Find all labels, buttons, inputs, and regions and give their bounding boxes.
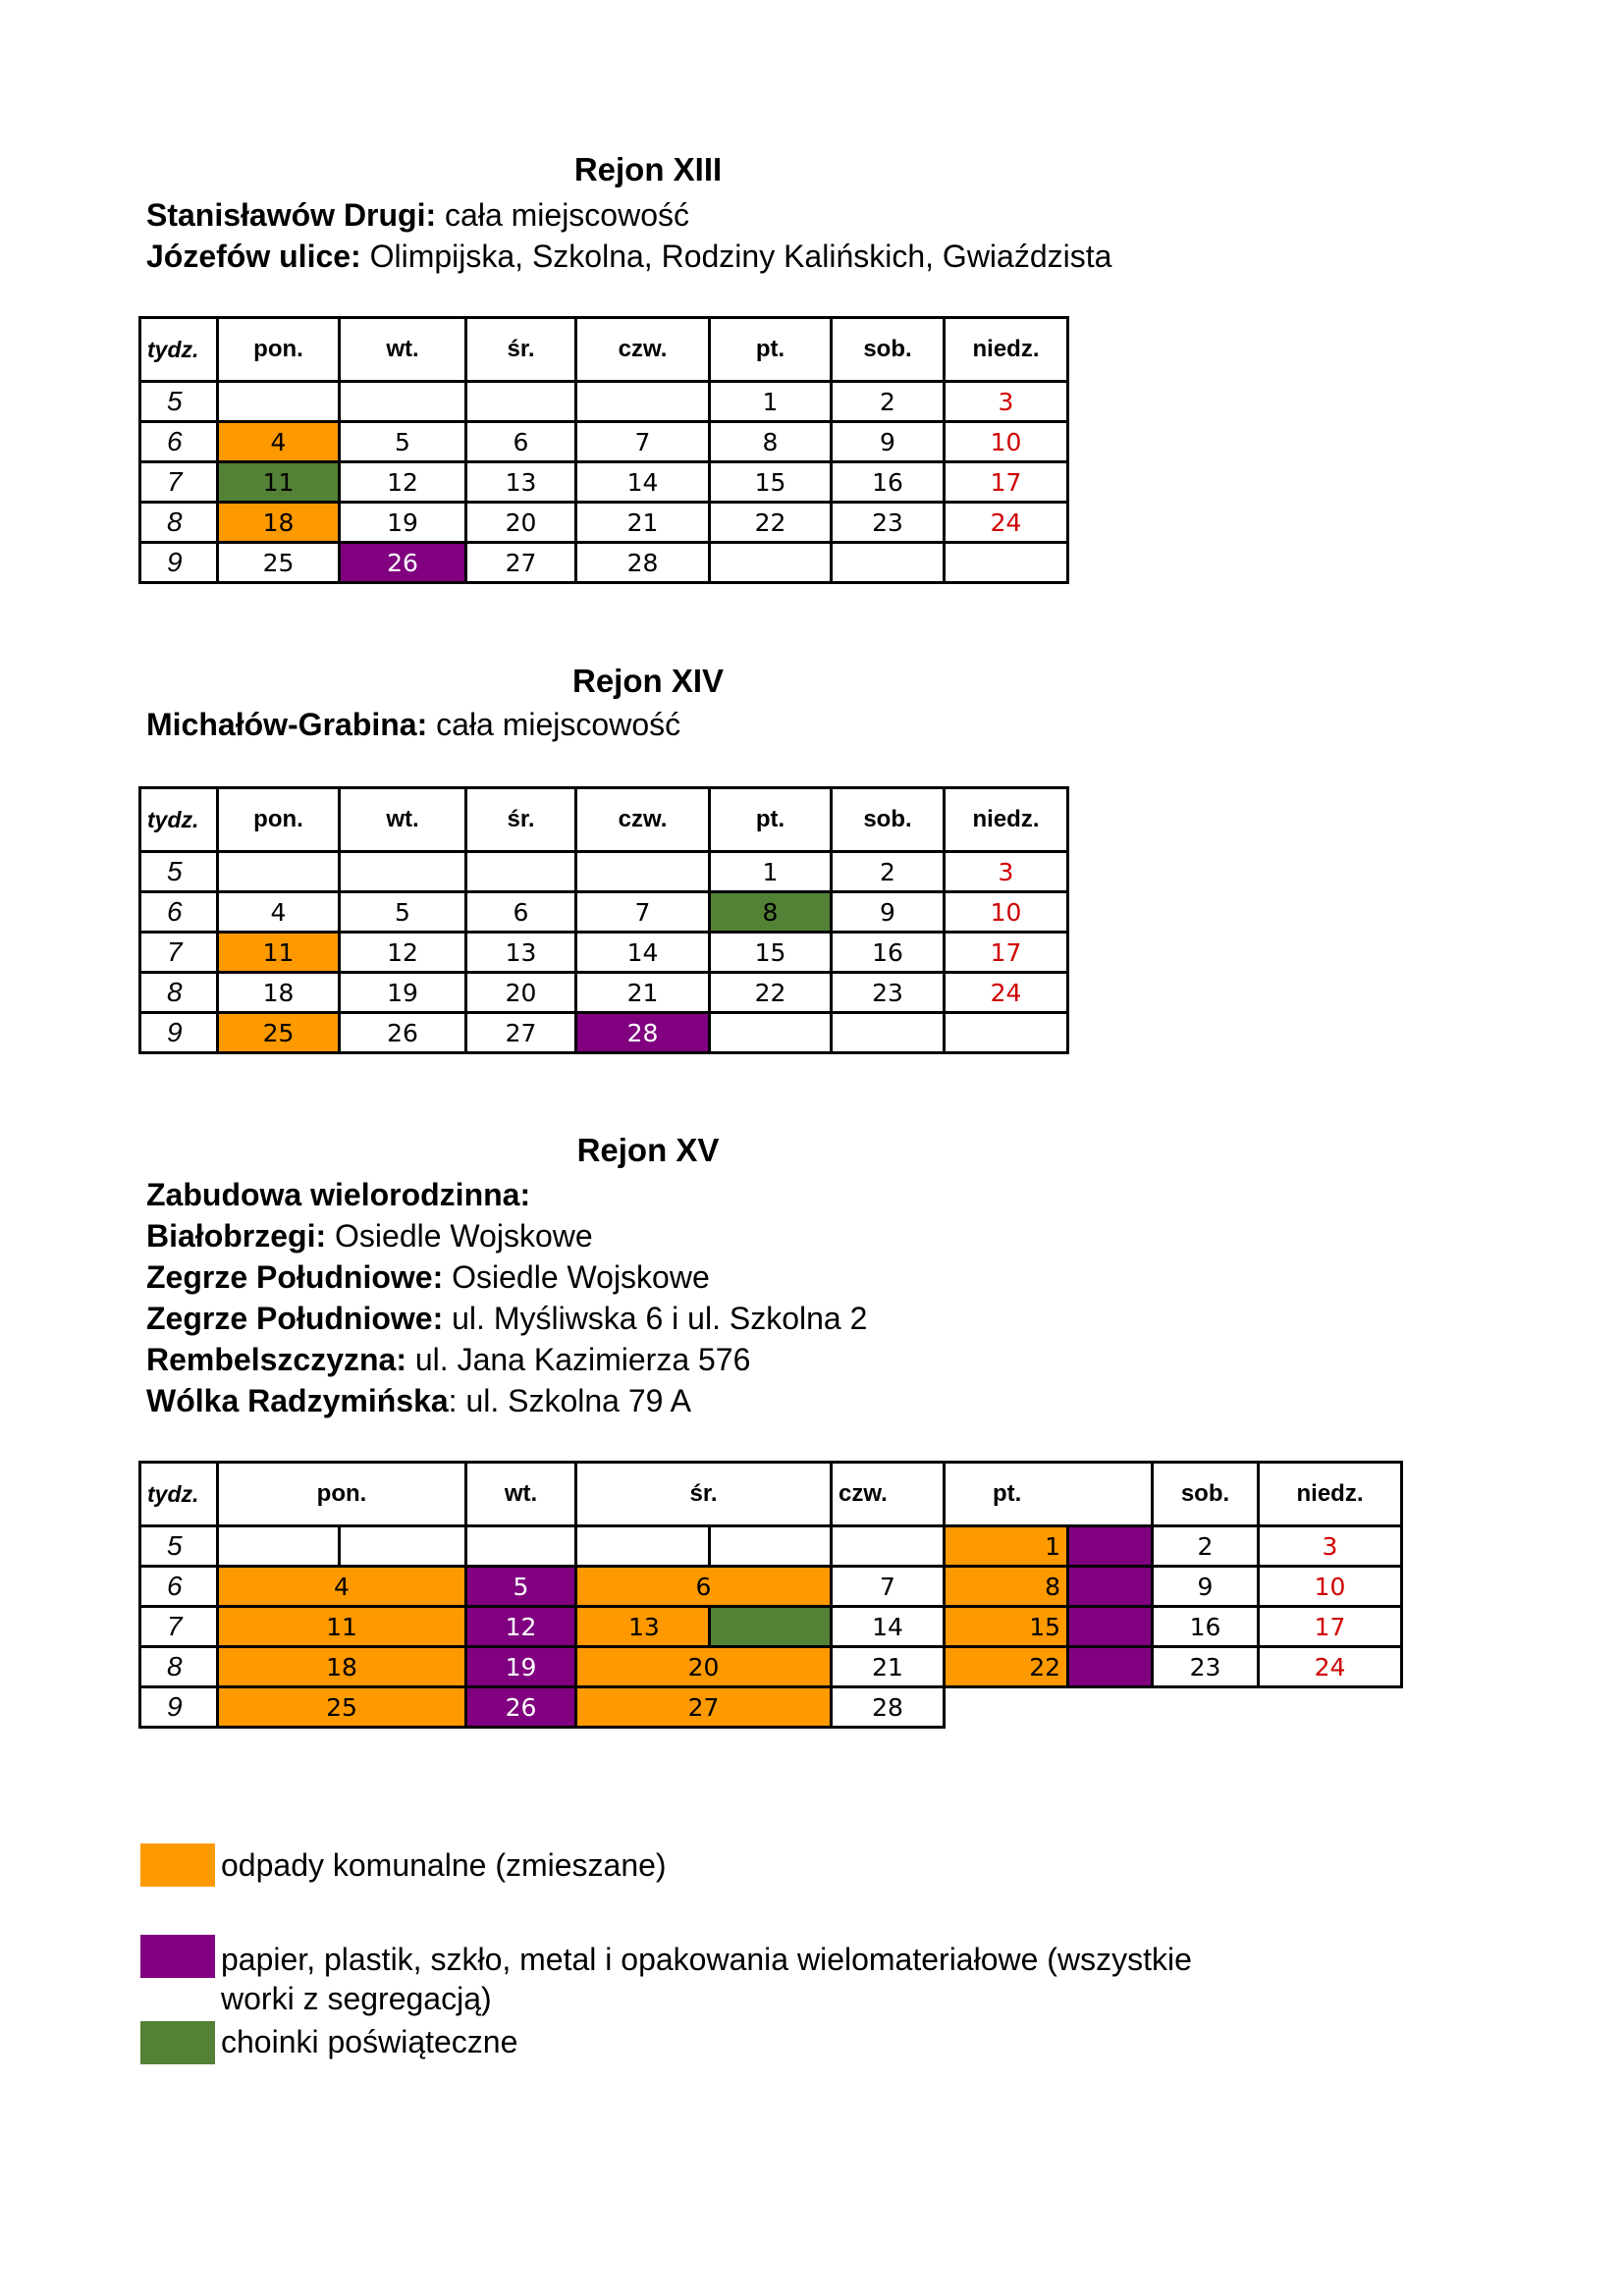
header-cell: pon. (218, 318, 340, 382)
day-cell: 27 (576, 1687, 832, 1728)
week-number: 6 (140, 422, 218, 462)
day-cell: 1 (710, 382, 832, 422)
location-label: Zabudowa wielorodzinna: (146, 1177, 531, 1212)
legend-text-recycling: papier, plastik, szkło, metal i opakowania wielomateriałowe (wszystkie worki z segregacją) (221, 1942, 1192, 2016)
header-cell: tydz. (140, 788, 218, 852)
header-row (140, 788, 1068, 852)
header-cell: śr. (576, 1463, 832, 1526)
location-label: Białobrzegi: (146, 1218, 327, 1254)
day-cell: 22 (945, 1647, 1068, 1687)
week-number: 5 (140, 1526, 218, 1567)
day-cell: 25 (218, 1687, 466, 1728)
header-cell: wt. (466, 1463, 576, 1526)
header-cell: czw. (576, 318, 710, 382)
location-label: Rembelszczyzna: (146, 1342, 406, 1377)
location-line (146, 1381, 691, 1420)
day-cell: 19 (466, 1647, 576, 1687)
day-cell: 3 (1259, 1526, 1402, 1567)
location-text: : ul. Szkolna 79 A (448, 1383, 691, 1418)
day-cell: 13 (466, 933, 576, 973)
day-cell: 26 (340, 1013, 466, 1053)
week-number: 9 (140, 543, 218, 583)
week-number: 5 (140, 382, 218, 422)
location-line (146, 237, 1111, 276)
day-cell: 20 (576, 1647, 832, 1687)
day-cell (218, 852, 340, 892)
day-cell (466, 852, 576, 892)
location-label: Zegrze Południowe: (146, 1259, 444, 1295)
header-row (140, 1463, 1402, 1526)
day-cell: 24 (945, 503, 1068, 543)
day-cell: 16 (1153, 1607, 1259, 1647)
week-number: 7 (140, 1607, 218, 1647)
week-number: 8 (140, 973, 218, 1013)
header-cell: niedz. (945, 318, 1068, 382)
day-cell: 9 (832, 892, 945, 933)
location-text: Osiedle Wojskowe (443, 1259, 710, 1295)
day-cell: 7 (832, 1567, 945, 1607)
day-cell: 20 (466, 503, 576, 543)
week-row (140, 1647, 1402, 1687)
day-cell (576, 852, 710, 892)
day-cell: 25 (218, 543, 340, 583)
location-text: cała miejscowość (436, 197, 689, 233)
day-cell-extra (340, 1526, 466, 1567)
week-number: 9 (140, 1687, 218, 1728)
day-cell: 9 (1153, 1567, 1259, 1607)
header-cell: czw. (832, 1463, 945, 1526)
day-cell: 28 (576, 1013, 710, 1053)
legend-text-mixed: odpady komunalne (zmieszane) (221, 1847, 667, 1883)
day-cell (576, 1526, 710, 1567)
day-cell: 24 (945, 973, 1068, 1013)
location-line (146, 1257, 710, 1297)
day-cell: 8 (710, 422, 832, 462)
week-number: 7 (140, 933, 218, 973)
day-cell: 23 (832, 973, 945, 1013)
location-text: Olimpijska, Szkolna, Rodziny Kalińskich, Gwiaździsta (360, 239, 1112, 274)
day-cell: 11 (218, 933, 340, 973)
day-cell (945, 543, 1068, 583)
week-number: 6 (140, 1567, 218, 1607)
header-cell: niedz. (1259, 1463, 1402, 1526)
day-cell (832, 543, 945, 583)
empty-cell (1068, 1687, 1153, 1728)
location-line (146, 195, 689, 235)
location-text: Osiedle Wojskowe (326, 1218, 593, 1254)
empty-cell (1153, 1687, 1259, 1728)
day-cell: 14 (576, 933, 710, 973)
week-row (140, 462, 1068, 503)
day-cell: 12 (340, 933, 466, 973)
day-cell: 18 (218, 503, 340, 543)
day-cell: 18 (218, 1647, 466, 1687)
location-line (146, 1175, 530, 1214)
day-cell: 23 (832, 503, 945, 543)
day-cell: 4 (218, 1567, 466, 1607)
week-number: 8 (140, 503, 218, 543)
day-cell: 7 (576, 422, 710, 462)
day-cell: 14 (832, 1607, 945, 1647)
legend-swatch-mixed (140, 1843, 215, 1887)
day-cell: 6 (466, 422, 576, 462)
day-cell: 11 (218, 1607, 466, 1647)
day-cell: 2 (832, 852, 945, 892)
day-cell: 8 (710, 892, 832, 933)
week-number: 9 (140, 1013, 218, 1053)
day-cell (218, 1526, 340, 1567)
header-cell: sob. (832, 788, 945, 852)
day-cell: 20 (466, 973, 576, 1013)
header-cell: pon. (218, 1463, 466, 1526)
legend-swatch-recycling (140, 1935, 215, 1978)
day-cell: 28 (832, 1687, 945, 1728)
recycling-marker (1068, 1526, 1153, 1567)
day-cell: 18 (218, 973, 340, 1013)
week-row (140, 1687, 1402, 1728)
day-cell: 2 (832, 382, 945, 422)
week-row (140, 503, 1068, 543)
day-cell (340, 852, 466, 892)
day-cell: 10 (945, 422, 1068, 462)
week-row (140, 1567, 1402, 1607)
location-text: ul. Jana Kazimierza 576 (406, 1342, 751, 1377)
day-cell: 16 (832, 462, 945, 503)
legend-text-trees: choinki poświąteczne (221, 2024, 518, 2059)
section-title: Rejon XIII (573, 151, 723, 187)
day-cell: 14 (576, 462, 710, 503)
section-title: Rejon XV (576, 1132, 720, 1168)
day-cell: 21 (832, 1647, 945, 1687)
day-cell: 17 (945, 933, 1068, 973)
location-line (146, 705, 680, 744)
day-cell: 17 (1259, 1607, 1402, 1647)
day-cell: 10 (945, 892, 1068, 933)
location-line (146, 1340, 750, 1379)
day-cell: 26 (340, 543, 466, 583)
day-cell: 6 (576, 1567, 832, 1607)
day-cell (710, 1013, 832, 1053)
recycling-marker (1068, 1567, 1153, 1607)
day-cell (340, 382, 466, 422)
day-cell: 27 (466, 1013, 576, 1053)
day-cell: 22 (710, 973, 832, 1013)
day-cell (832, 1013, 945, 1053)
location-label: Wólka Radzymińska (146, 1383, 449, 1418)
day-cell: 15 (945, 1607, 1068, 1647)
day-cell: 6 (466, 892, 576, 933)
week-number: 6 (140, 892, 218, 933)
week-row (140, 933, 1068, 973)
header-cell: tydz. (140, 318, 218, 382)
day-cell: 11 (218, 462, 340, 503)
day-cell (466, 382, 576, 422)
day-cell: 21 (576, 503, 710, 543)
location-text: ul. Myśliwska 6 i ul. Szkolna 2 (443, 1301, 868, 1336)
day-cell: 5 (340, 892, 466, 933)
day-cell: 4 (218, 892, 340, 933)
empty-cell (1259, 1687, 1402, 1728)
header-cell: pt. (710, 318, 832, 382)
day-cell: 28 (576, 543, 710, 583)
day-cell: 5 (466, 1567, 576, 1607)
day-cell: 10 (1259, 1567, 1402, 1607)
day-cell: 12 (340, 462, 466, 503)
header-cell: sob. (832, 318, 945, 382)
header-cell: tydz. (140, 1463, 218, 1526)
week-row (140, 1013, 1068, 1053)
calendar-table-rejon-xv (138, 1461, 1403, 1729)
day-cell (218, 382, 340, 422)
day-cell: 19 (340, 973, 466, 1013)
day-cell: 1 (710, 852, 832, 892)
week-row (140, 543, 1068, 583)
header-row (140, 318, 1068, 382)
tree-marker (710, 1607, 832, 1647)
location-line (146, 1216, 593, 1255)
empty-cell (945, 1687, 1068, 1728)
day-cell: 4 (218, 422, 340, 462)
day-cell: 2 (1153, 1526, 1259, 1567)
calendar-table-rejon-xiv (138, 786, 1069, 1054)
week-row (140, 973, 1068, 1013)
location-line (146, 1299, 867, 1338)
day-cell: 9 (832, 422, 945, 462)
header-cell: sob. (1153, 1463, 1259, 1526)
day-cell: 21 (576, 973, 710, 1013)
location-text: cała miejscowość (427, 707, 681, 742)
header-cell: pt. (945, 1463, 1153, 1526)
location-label: Zegrze Południowe: (146, 1301, 444, 1336)
header-cell: śr. (466, 788, 576, 852)
legend-swatch-trees (140, 2021, 215, 2064)
header-cell: pt. (710, 788, 832, 852)
header-cell: czw. (576, 788, 710, 852)
recycling-marker (1068, 1607, 1153, 1647)
day-cell: 12 (466, 1607, 576, 1647)
day-cell: 17 (945, 462, 1068, 503)
day-cell: 22 (710, 503, 832, 543)
header-cell: wt. (340, 318, 466, 382)
day-cell: 13 (576, 1607, 710, 1647)
day-cell: 1 (945, 1526, 1068, 1567)
week-row (140, 1607, 1402, 1647)
day-cell: 24 (1259, 1647, 1402, 1687)
day-cell (832, 1526, 945, 1567)
day-cell: 15 (710, 462, 832, 503)
day-cell (576, 382, 710, 422)
week-row (140, 382, 1068, 422)
day-cell (466, 1526, 576, 1567)
day-cell: 3 (945, 852, 1068, 892)
week-row (140, 422, 1068, 462)
location-label: Michałów-Grabina: (146, 707, 428, 742)
day-cell: 25 (218, 1013, 340, 1053)
day-cell: 16 (832, 933, 945, 973)
section-title: Rejon XIV (571, 663, 725, 699)
day-cell: 5 (340, 422, 466, 462)
week-row (140, 852, 1068, 892)
day-cell (945, 1013, 1068, 1053)
day-cell: 3 (945, 382, 1068, 422)
location-label: Stanisławów Drugi: (146, 197, 437, 233)
week-number: 8 (140, 1647, 218, 1687)
day-cell: 15 (710, 933, 832, 973)
week-row (140, 1526, 1402, 1567)
header-cell: pon. (218, 788, 340, 852)
day-cell: 27 (466, 543, 576, 583)
header-cell: wt. (340, 788, 466, 852)
day-cell: 23 (1153, 1647, 1259, 1687)
day-cell: 7 (576, 892, 710, 933)
calendar-table-rejon-xiii (138, 316, 1069, 584)
day-cell (710, 543, 832, 583)
week-row (140, 892, 1068, 933)
header-cell: śr. (466, 318, 576, 382)
header-cell: niedz. (945, 788, 1068, 852)
day-cell: 19 (340, 503, 466, 543)
day-cell-extra (710, 1526, 832, 1567)
week-number: 5 (140, 852, 218, 892)
location-label: Józefów ulice: (146, 239, 361, 274)
day-cell: 13 (466, 462, 576, 503)
day-cell: 8 (945, 1567, 1068, 1607)
week-number: 7 (140, 462, 218, 503)
day-cell: 26 (466, 1687, 576, 1728)
recycling-marker (1068, 1647, 1153, 1687)
